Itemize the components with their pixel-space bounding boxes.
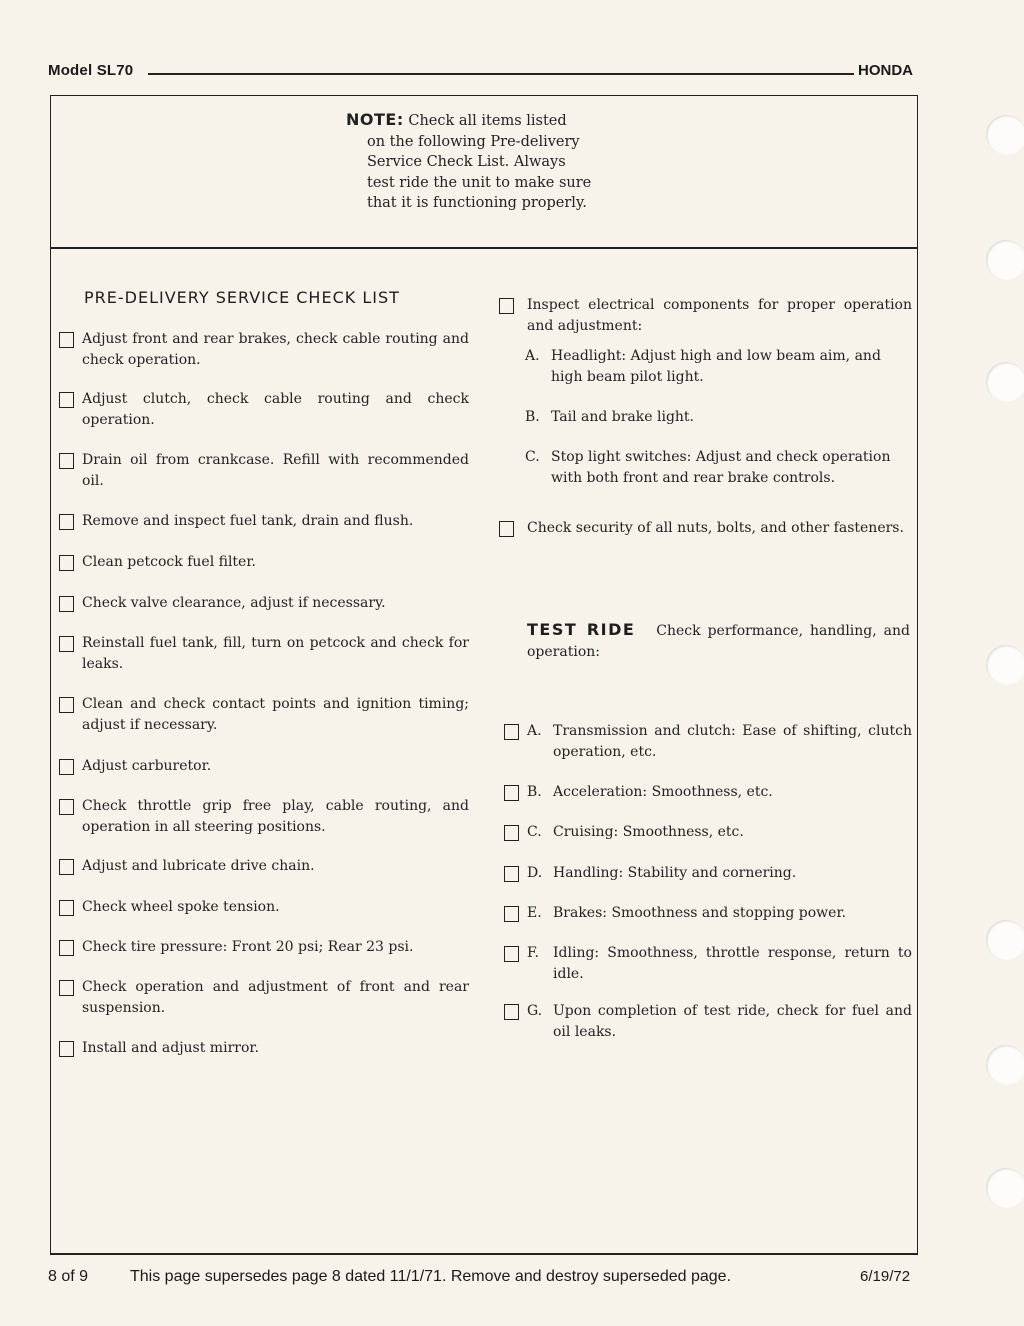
checkbox[interactable] bbox=[499, 298, 514, 314]
binder-hole bbox=[986, 1045, 1024, 1085]
checklist-item: Check tire pressure: Front 20 psi; Rear 23 psi. bbox=[59, 937, 469, 958]
test-ride-intro: TEST RIDE Check performance, handling, and operation: bbox=[527, 620, 911, 660]
checkbox[interactable] bbox=[59, 514, 74, 530]
checkbox[interactable] bbox=[504, 866, 519, 882]
checkbox[interactable] bbox=[59, 859, 74, 875]
binder-hole bbox=[986, 362, 1024, 402]
checkbox[interactable] bbox=[59, 636, 74, 652]
test-ride-item: A. Transmission and clutch: Ease of shifting, clutch operation, etc. bbox=[504, 721, 912, 763]
note-divider bbox=[50, 247, 918, 249]
checklist-item-security: Check security of all nuts, bolts, and other fasteners. bbox=[499, 518, 912, 539]
binder-hole bbox=[986, 1168, 1024, 1208]
checkbox[interactable] bbox=[499, 521, 514, 537]
checklist-item: Check throttle grip free play, cable routing, and operation in all steering positions. bbox=[59, 796, 469, 838]
test-ride-item: G. Upon completion of test ride, check for fuel and oil leaks. bbox=[504, 1001, 912, 1043]
checkbox[interactable] bbox=[504, 724, 519, 740]
checklist-item: Remove and inspect fuel tank, drain and flush. bbox=[59, 511, 469, 532]
brand-label: HONDA bbox=[858, 62, 913, 79]
checkbox[interactable] bbox=[59, 555, 74, 571]
checkbox[interactable] bbox=[59, 980, 74, 996]
page-number: 8 of 9 bbox=[48, 1268, 89, 1285]
checklist-item: Check operation and adjustment of front and rear suspension. bbox=[59, 977, 469, 1019]
checkbox[interactable] bbox=[59, 697, 74, 713]
checkbox[interactable] bbox=[504, 785, 519, 801]
checklist-item: Check wheel spoke tension. bbox=[59, 897, 469, 918]
note-line: Check all items listed bbox=[408, 113, 567, 129]
checkbox[interactable] bbox=[59, 900, 74, 916]
binder-hole bbox=[986, 115, 1024, 155]
checklist-item-electrical: Inspect electrical components for proper operation and adjustment: bbox=[499, 295, 912, 337]
test-ride-item: B. Acceleration: Smoothness, etc. bbox=[504, 782, 912, 803]
checkbox[interactable] bbox=[504, 946, 519, 962]
test-ride-title: TEST RIDE bbox=[527, 620, 636, 639]
checkbox[interactable] bbox=[59, 453, 74, 469]
binder-hole bbox=[986, 920, 1024, 960]
electrical-sub-item: B. Tail and brake light. bbox=[525, 409, 695, 425]
checkbox[interactable] bbox=[504, 906, 519, 922]
checklist-item: Reinstall fuel tank, fill, turn on petcock and check for leaks. bbox=[59, 633, 469, 675]
checkbox[interactable] bbox=[504, 825, 519, 841]
checklist-item: Adjust carburetor. bbox=[59, 756, 469, 777]
checkbox[interactable] bbox=[504, 1004, 519, 1020]
electrical-sub-item: A. Headlight: Adjust high and low beam aim, and high beam pilot light. bbox=[525, 348, 881, 385]
test-ride-item: F. Idling: Smoothness, throttle response, return to idle. bbox=[504, 943, 912, 985]
binder-hole bbox=[986, 240, 1024, 280]
checklist-item: Clean petcock fuel filter. bbox=[59, 552, 469, 573]
header-rule bbox=[148, 73, 854, 75]
checklist-item: Drain oil from crankcase. Refill with recommended oil. bbox=[59, 450, 469, 492]
checklist-item: Adjust front and rear brakes, check cable routing and check operation. bbox=[59, 329, 469, 371]
model-label: Model SL70 bbox=[48, 62, 134, 79]
checkbox[interactable] bbox=[59, 759, 74, 775]
binder-hole bbox=[986, 645, 1024, 685]
note-label: NOTE: bbox=[346, 110, 404, 129]
checklist-item: Adjust clutch, check cable routing and check operation. bbox=[59, 389, 469, 431]
supersede-notice: This page supersedes page 8 dated 11/1/71. Remove and destroy superseded page. bbox=[130, 1268, 732, 1285]
checkbox[interactable] bbox=[59, 1041, 74, 1057]
checklist-item: Clean and check contact points and ignition timing; adjust if necessary. bbox=[59, 694, 469, 736]
checklist-item: Install and adjust mirror. bbox=[59, 1038, 469, 1059]
electrical-sub-item: C. Stop light switches: Adjust and check operation with both front and rear brake controls. bbox=[525, 449, 891, 486]
checkbox[interactable] bbox=[59, 392, 74, 408]
checklist-item: Adjust and lubricate drive chain. bbox=[59, 856, 469, 877]
checkbox[interactable] bbox=[59, 799, 74, 815]
note-line: on the following Pre-delivery bbox=[367, 133, 580, 150]
test-ride-item: D. Handling: Stability and cornering. bbox=[504, 863, 912, 884]
checklist-title: PRE-DELIVERY SERVICE CHECK LIST bbox=[84, 288, 400, 307]
checkbox[interactable] bbox=[59, 596, 74, 612]
note-line: test ride the unit to make sure bbox=[367, 174, 592, 191]
note-box bbox=[346, 110, 606, 214]
test-ride-item: C. Cruising: Smoothness, etc. bbox=[504, 822, 912, 843]
page-frame bbox=[50, 95, 918, 1255]
note-line: Service Check List. Always bbox=[367, 154, 566, 171]
note-line: that it is functioning properly. bbox=[367, 195, 587, 212]
revision-date: 6/19/72 bbox=[860, 1268, 911, 1285]
test-ride-item: E. Brakes: Smoothness and stopping power. bbox=[504, 903, 912, 924]
checkbox[interactable] bbox=[59, 940, 74, 956]
checklist-item: Check valve clearance, adjust if necessary. bbox=[59, 593, 469, 614]
checkbox[interactable] bbox=[59, 332, 74, 348]
